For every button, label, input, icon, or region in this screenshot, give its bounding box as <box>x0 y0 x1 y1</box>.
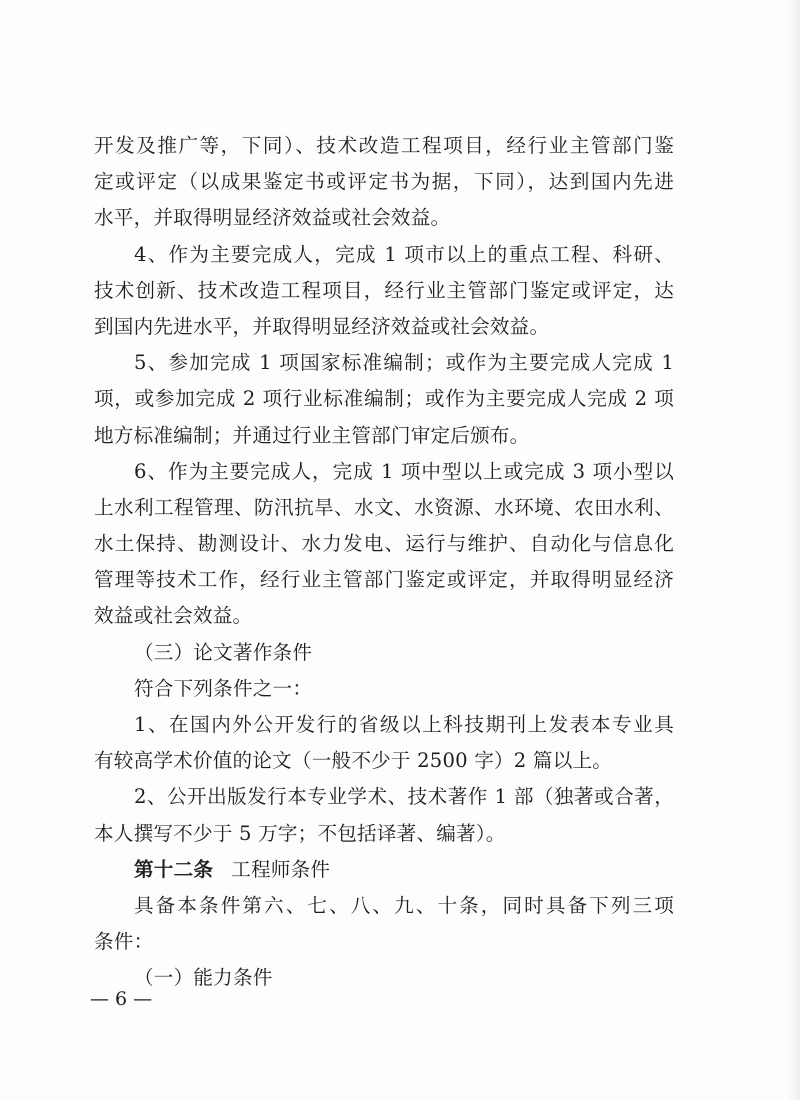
text-line: 地方标准编制；并通过行业主管部门审定后颁布。 <box>94 423 530 447</box>
article-heading <box>94 852 674 888</box>
text-line: 开发及推广等，下同）、技术改造工程项目，经行业主管部门鉴 <box>94 134 674 157</box>
text-line: 具备本条件第六、七、八、九、十条，同时具备下列三项 <box>134 893 674 917</box>
scan-edge-shadow <box>786 0 800 1100</box>
text-line: 管理等技术工作，经行业主管部门鉴定或评定，并取得明显经济 <box>94 568 674 592</box>
text-line: 1、在国内外公开发行的省级以上科技期刊上发表本专业具 <box>134 713 674 736</box>
text-line: 水平，并取得明显经济效益或社会效益。 <box>94 206 451 230</box>
text-line: （一）能力条件 <box>134 966 273 990</box>
text-line: 上水利工程管理、防汛抗旱、水文、水资源、水环境、农田水利、 <box>94 495 674 519</box>
article-title: 工程师条件 <box>231 857 331 881</box>
text-line: 6、作为主要完成人，完成 1 项中型以上或完成 3 项小型以 <box>134 459 674 483</box>
text-line: （三）论文著作条件 <box>134 640 313 664</box>
text-line: 条件： <box>94 930 154 954</box>
text-line: 2、公开出版发行本专业学术、技术著作 1 部（独著或合著， <box>134 785 674 809</box>
body-text <box>94 128 674 997</box>
text-line: 定或评定（以成果鉴定书或评定书为据，下同），达到国内先进 <box>94 170 674 194</box>
text-line: 到国内先进水平，并取得明显经济效益或社会效益。 <box>94 314 550 338</box>
text-line: 效益或社会效益。 <box>94 604 253 628</box>
text-line: 水土保持、勘测设计、水力发电、运行与维护、自动化与信息化 <box>94 532 674 556</box>
text-line: 技术创新、技术改造工程项目，经行业主管部门鉴定或评定，达 <box>94 278 674 302</box>
page-number: — 6 — <box>90 988 153 1010</box>
text-line: 4、作为主要完成人，完成 1 项市以上的重点工程、科研、 <box>134 242 674 266</box>
text-line: 有较高学术价值的论文（一般不少于 2500 字）2 篇以上。 <box>94 749 613 773</box>
text-line: 本人撰写不少于 5 万字；不包括译著、编著）。 <box>94 821 506 845</box>
text-line: 符合下列条件之一： <box>134 676 313 700</box>
text-line: 5、参加完成 1 项国家标准编制；或作为主要完成人完成 1 <box>134 351 674 375</box>
text-line: 项，或参加完成 2 项行业标准编制；或作为主要完成人完成 2 项 <box>94 387 674 411</box>
article-number: 第十二条 <box>134 857 214 881</box>
